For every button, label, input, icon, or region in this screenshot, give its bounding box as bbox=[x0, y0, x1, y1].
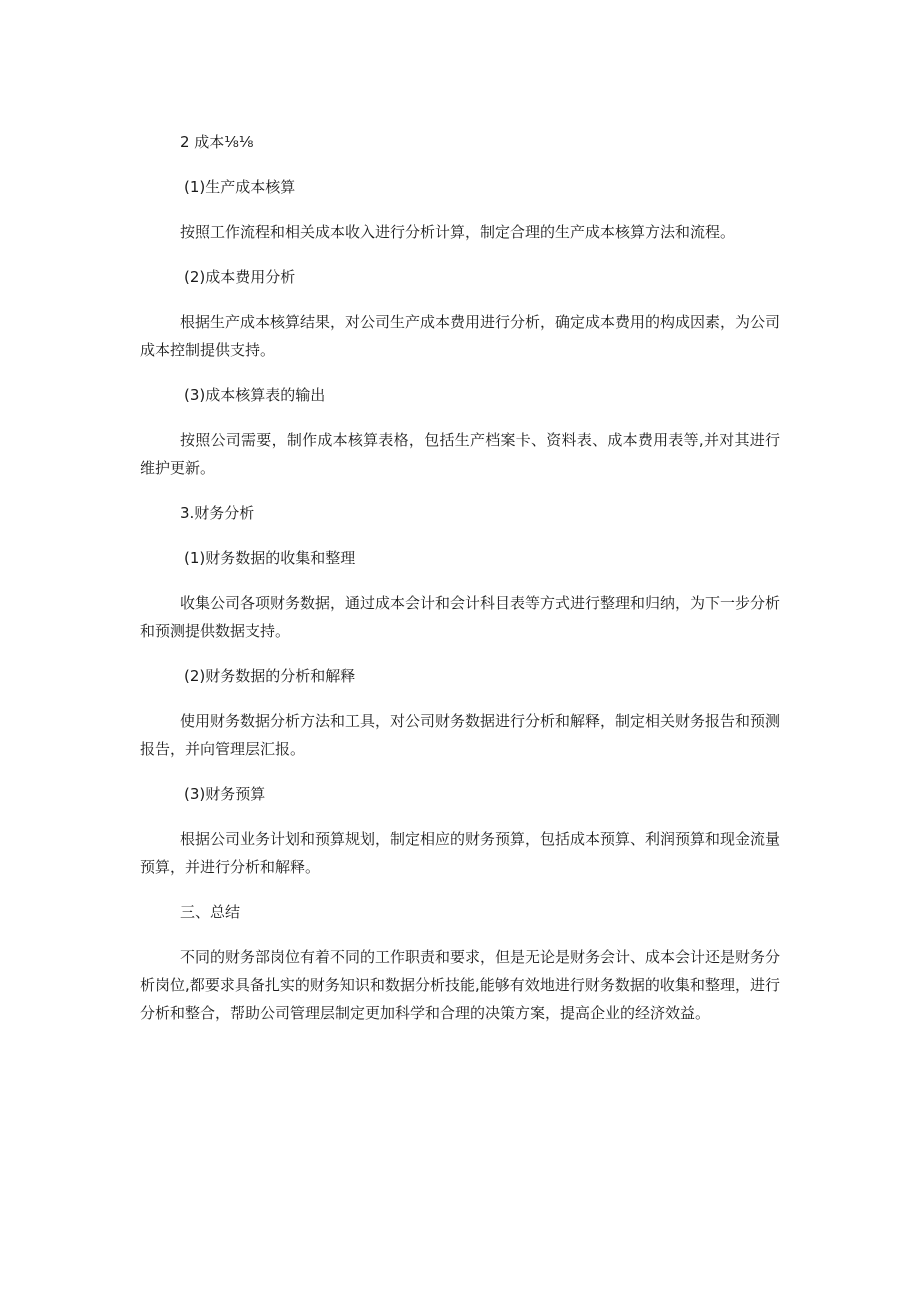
paragraph: 使用财务数据分析方法和工具，对公司财务数据进行分析和解释，制定相关财务报告和预测报告，并向管理层汇报。 bbox=[140, 712, 781, 758]
paragraph: 不同的财务部岗位有着不同的工作职责和要求，但是无论是财务会计、成本会计还是财务分析岗位,都要求具备扎实的财务知识和数据分析技能,能够有效地进行财务数据的收集和整理，进行分析和整合，帮助公司管理层制定更加科学和合理的决策方案，提高企业的经济效益。 bbox=[140, 948, 781, 1022]
paragraph: 收集公司各项财务数据，通过成本会计和会计科目表等方式进行整理和归纳，为下一步分析和预测提供数据支持。 bbox=[140, 594, 781, 640]
subsection-heading: (1)财务数据的收集和整理 bbox=[184, 549, 356, 567]
paragraph: 按照公司需要，制作成本核算表格，包括生产档案卡、资料表、成本费用表等,并对其进行维护更新。 bbox=[140, 431, 780, 477]
section-heading-summary: 三、总结 bbox=[180, 903, 241, 921]
paragraph: 按照工作流程和相关成本收入进行分析计算，制定合理的生产成本核算方法和流程。 bbox=[180, 223, 736, 241]
paragraph: 根据公司业务计划和预算规划，制定相应的财务预算，包括成本预算、利润预算和现金流量预算，并进行分析和解释。 bbox=[140, 830, 781, 876]
subsection-heading: (3)成本核算表的输出 bbox=[184, 386, 326, 404]
subsection-heading: (3)财务预算 bbox=[184, 785, 266, 803]
section-heading-financial-analysis: 3.财务分析 bbox=[180, 504, 255, 522]
subsection-heading: (2)成本费用分析 bbox=[184, 268, 296, 286]
subsection-heading: (1)生产成本核算 bbox=[184, 178, 296, 196]
paragraph: 根据生产成本核算结果，对公司生产成本费用进行分析，确定成本费用的构成因素，为公司成本控制提供支持。 bbox=[140, 313, 781, 359]
subsection-heading: (2)财务数据的分析和解释 bbox=[184, 667, 356, 685]
section-heading-cost: 2 成本⅛⅛ bbox=[180, 133, 254, 151]
document-body bbox=[140, 128, 780, 1044]
